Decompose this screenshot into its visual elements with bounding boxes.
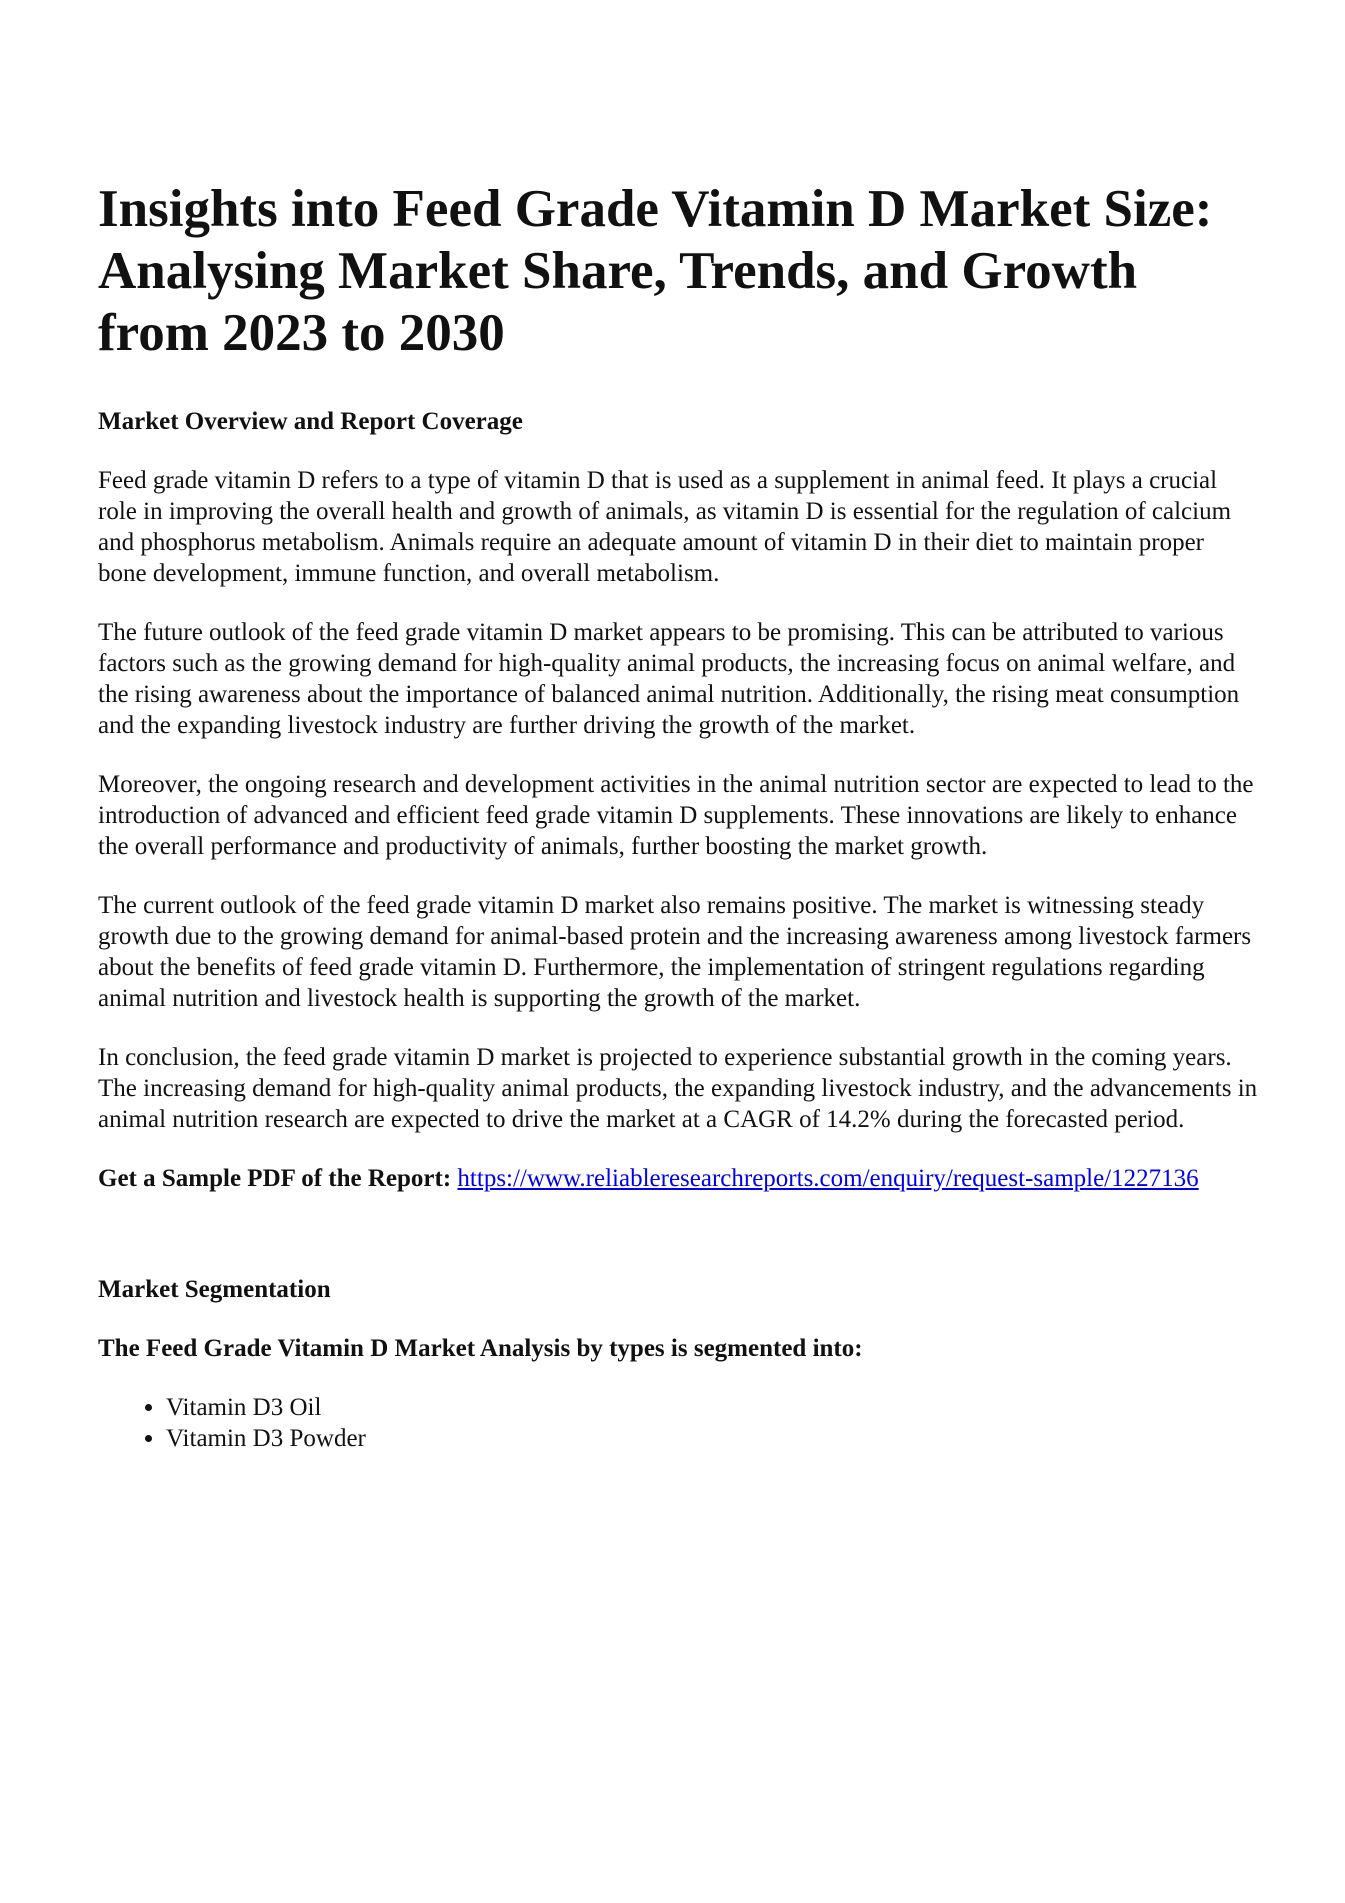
overview-paragraph-3: Moreover, the ongoing research and development activities in the animal nutrition sector are expected to lead to the introduction of advanced and efficient feed grade vitamin D supplements. These innovations are likely to enhance the overall performance and productivity of animals, further boosting the market growth. (98, 771, 1254, 860)
overview-paragraph-5: In conclusion, the feed grade vitamin D market is projected to experience substantial growth in the coming years. The increasing demand for high-quality animal products, the expanding livestock industry, and the advancements in animal nutrition research are expected to drive the market at a CAGR of 14.2% during the forecasted period. (98, 1044, 1258, 1133)
overview-paragraph-1: Feed grade vitamin D refers to a type of vitamin D that is used as a supplement in animal feed. It plays a crucial role in improving the overall health and growth of animals, as vitamin D is essential for the regulation of calcium and phosphorus metabolism. Animals require an adequate amount of vitamin D in their diet to maintain proper bone development, immune function, and overall metabolism. (98, 467, 1232, 587)
list-item: • Vitamin D3 Oil (166, 1392, 1258, 1423)
document-page (98, 178, 1258, 1454)
types-heading: The Feed Grade Vitamin D Market Analysis by types is segmented into: (98, 1335, 863, 1362)
sample-pdf-line (98, 1163, 1258, 1194)
types-list (98, 1392, 1258, 1454)
page-title: Insights into Feed Grade Vitamin D Market Size: Analysing Market Share, Trends, and Growth from 2023 to 2030 (98, 180, 1213, 362)
overview-heading: Market Overview and Report Coverage (98, 408, 523, 435)
sample-pdf-link[interactable]: https://www.reliableresearchreports.com/enquiry/request-sample/1227136 (457, 1165, 1199, 1192)
overview-paragraph-4: The current outlook of the feed grade vitamin D market also remains positive. The market is witnessing steady growth due to the growing demand for animal-based protein and the increasing awareness among livestock farmers about the benefits of feed grade vitamin D. Furthermore, the implementation of stringent regulations regarding animal nutrition and livestock health is supporting the growth of the market. (98, 892, 1252, 1012)
sample-pdf-label: Get a Sample PDF of the Report: (98, 1165, 452, 1192)
segmentation-heading: Market Segmentation (98, 1276, 331, 1303)
overview-paragraph-2: The future outlook of the feed grade vitamin D market appears to be promising. This can be attributed to various factors such as the growing demand for high-quality animal products, the increasing focus on animal welfare, and the rising awareness about the importance of balanced animal nutrition. Additionally, the rising meat consumption and the expanding livestock industry are further driving the growth of the market. (98, 619, 1240, 739)
list-item: • Vitamin D3 Powder (166, 1423, 1258, 1454)
